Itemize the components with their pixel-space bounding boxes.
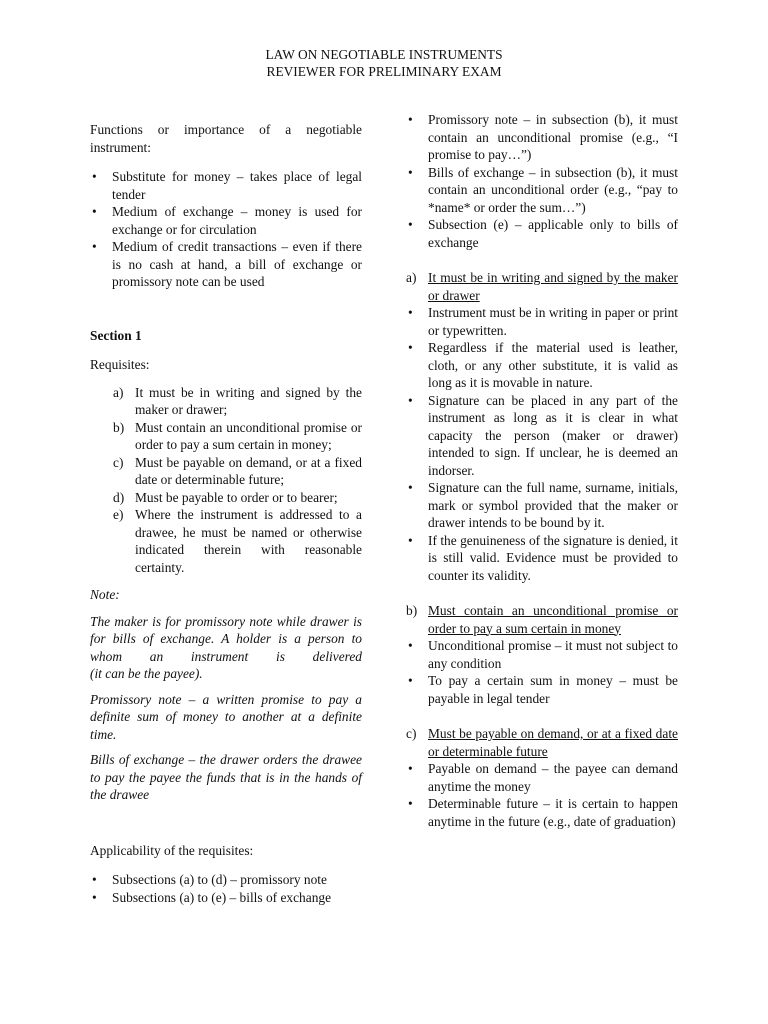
list-item: a) It must be in writing and signed by the maker or drawer; [113,384,362,417]
functions-intro: Functions or importance of a negotiable instrument: [90,122,362,155]
group-bullets [406,760,678,830]
document-subtitle: REVIEWER FOR PRELIMINARY EXAM [266,64,502,79]
document-title: LAW ON NEGOTIABLE INSTRUMENTS [265,47,503,62]
note-paragraph: Bills of exchange – the drawer orders the drawee to pay the payee the funds that is in the hands of the drawee [90,752,362,802]
list-item: • Promissory note – in subsection (b), it must contain an unconditional promise (e.g., “I promise to pay…”) [406,111,678,164]
section-heading: Section 1 [90,327,142,343]
group-heading: c) Must be payable on demand, or at a fixed date or determinable future [406,726,678,759]
requisite-group-c [406,725,678,830]
left-column [90,121,362,906]
list-item: • Substitute for money – takes place of legal tender [90,168,362,203]
note-label: Note: [90,587,120,602]
list-item: • Regardless if the material used is leather, cloth, or any other substitute, it is valid as long as it is movable in nature. [406,339,678,392]
list-item: • Subsections (a) to (d) – promissory note [90,871,362,889]
group-bullets [406,304,678,584]
list-item: • Medium of credit transactions – even if there is no cash at hand, a bill of exchange or promissory note can be used [90,238,362,291]
list-item: b) Must contain an unconditional promise or order to pay a sum certain in money; [113,419,362,452]
list-item: • If the genuineness of the signature is denied, it is still valid. Evidence must be provided to counter its validity. [406,532,678,585]
list-item: • Instrument must be in writing in paper or print or typewritten. [406,304,678,339]
right-column [406,111,678,830]
group-heading: a) It must be in writing and signed by the maker or drawer [406,270,678,303]
list-item: • Unconditional promise – it must not subject to any condition [406,637,678,672]
intro-bullets [406,111,678,251]
group-heading: b) Must contain an unconditional promise or order to pay a sum certain in money [406,603,678,636]
note-paragraph: (it can be the payee). [90,666,203,681]
applicability-label: Applicability of the requisites: [90,842,254,858]
list-item: • To pay a certain sum in money – must be payable in legal tender [406,672,678,707]
requisites-label: Requisites: [90,357,150,372]
requisite-group-b [406,602,678,707]
list-item: e) Where the instrument is addressed to a drawee, he must be named or otherwise indicated therein with reasonable certainty. [113,507,362,575]
list-item: • Subsection (e) – applicable only to bills of exchange [406,216,678,251]
list-item: • Subsections (a) to (e) – bills of exchange [90,889,362,907]
applicability-list [90,871,362,906]
functions-list [90,168,362,291]
requisite-group-a [406,269,678,584]
list-item: • Signature can the full name, surname, initials, mark or symbol provided that the maker or drawer intends to be bound by it. [406,479,678,532]
requisites-list [113,384,362,577]
list-item: • Determinable future – it is certain to happen anytime in the future (e.g., date of graduation) [406,795,678,830]
list-item: c) Must be payable on demand, or at a fixed date or determinable future; [113,454,362,487]
list-item: • Signature can be placed in any part of the instrument as long as it is clear in what capacity the person (maker or drawer) intended to sign. If unclear, he is deemed an indorser. [406,392,678,480]
note-paragraph: Promissory note – a written promise to pay a definite sum of money to another at a definite time. [90,691,362,742]
note-paragraph: The maker is for promissory note while drawer is for bills of exchange. A holder is a person to whom an instrument is delivered [90,613,362,664]
list-item: • Bills of exchange – in subsection (b), it must contain an unconditional order (e.g., “pay to *name* or order the sum…”) [406,164,678,217]
list-item: • Medium of exchange – money is used for exchange or for circulation [90,203,362,238]
list-item: • Payable on demand – the payee can demand anytime the money [406,760,678,795]
group-bullets [406,637,678,707]
list-item: d) Must be payable to order or to bearer; [113,489,338,505]
